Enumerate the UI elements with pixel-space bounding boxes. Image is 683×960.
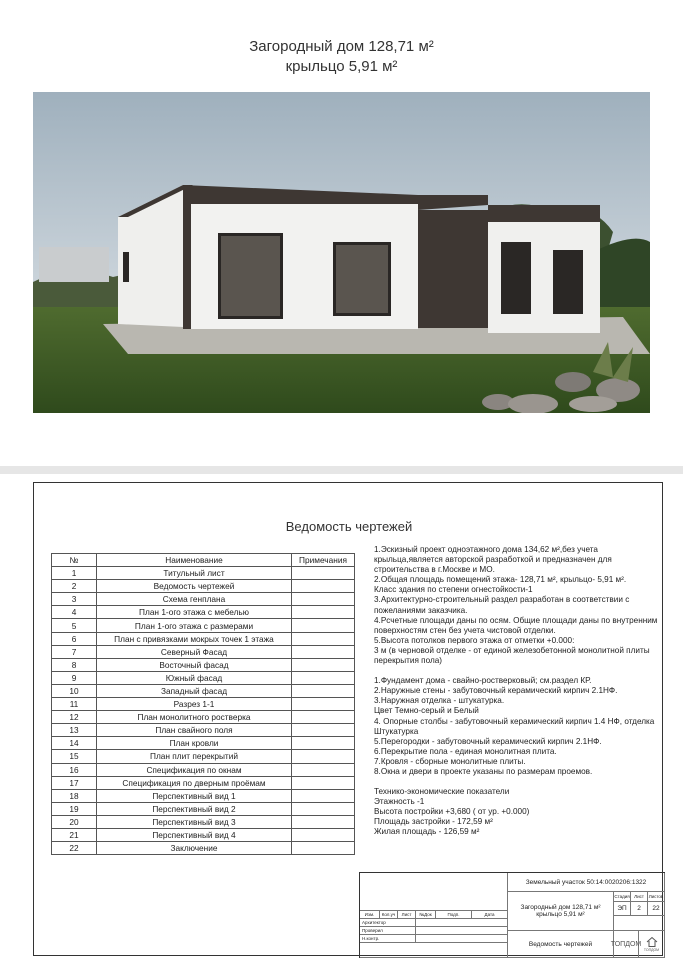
row-notes <box>292 789 355 802</box>
table-body <box>52 567 355 855</box>
col-notes-header: Примечания <box>292 554 355 567</box>
row-number: 3 <box>52 593 97 606</box>
cover-title: Загородный дом 128,71 м² <box>249 38 434 55</box>
stamp-brand: ТОПДОМ <box>614 931 639 958</box>
row-notes <box>292 828 355 841</box>
col-number-header: № <box>52 554 97 567</box>
row-name: Ведомость чертежей <box>97 580 292 593</box>
row-notes <box>292 684 355 697</box>
row-name: План 1-ого этажа с размерами <box>97 619 292 632</box>
row-number: 12 <box>52 711 97 724</box>
stamp-plot: Земельный участок 50:14:0020206:1322 <box>508 873 665 892</box>
row-notes <box>292 776 355 789</box>
stamp-col-ndok: №Док <box>416 911 436 919</box>
company-logo <box>639 931 665 958</box>
row-number: 16 <box>52 763 97 776</box>
table-row <box>52 842 355 855</box>
table-row <box>52 815 355 828</box>
stamp-sign-checker <box>416 927 508 935</box>
stamp-role-normcontrol: Н.контр. <box>360 935 416 943</box>
notes-general <box>374 545 659 666</box>
row-number: 8 <box>52 658 97 671</box>
title-block <box>359 872 665 958</box>
note-line: Цвет Темно-серый и Белый <box>374 706 479 716</box>
row-notes <box>292 580 355 593</box>
note-line: 2.Наружные стены - забутовочный керамический кирпич 2.1НФ. <box>374 686 618 696</box>
row-notes <box>292 671 355 684</box>
row-notes <box>292 619 355 632</box>
note-line: Штукатурка <box>374 726 419 736</box>
stamp-col-kol: Кол.уч <box>380 911 398 919</box>
stamp-doc-title: Ведомость чертежей <box>508 931 614 958</box>
row-notes <box>292 606 355 619</box>
stamp-col-data: Дата <box>472 911 508 919</box>
row-name: Спецификация по окнам <box>97 763 292 776</box>
stamp-sheet-value: 2 <box>631 902 648 916</box>
row-number: 5 <box>52 619 97 632</box>
row-number: 14 <box>52 737 97 750</box>
house-logo-icon <box>646 936 658 948</box>
note-line: 6.Перекрытие пола - единая монолитная плита. <box>374 746 557 756</box>
note-line: Высота постройки +3,680 ( от ур. +0.000) <box>374 807 530 817</box>
table-header-row <box>52 554 355 567</box>
row-number: 11 <box>52 698 97 711</box>
note-line: 7.Кровля - сборные монолитные плиты. <box>374 756 526 766</box>
row-notes <box>292 658 355 671</box>
row-number: 13 <box>52 724 97 737</box>
note-line: Технико-экономические показатели <box>374 787 510 797</box>
table-row <box>52 671 355 684</box>
stamp-project <box>508 892 614 931</box>
table-row <box>52 698 355 711</box>
stamp-sheets-header: Листов <box>648 892 665 902</box>
table-row <box>52 567 355 580</box>
col-name-header: Наименование <box>97 554 292 567</box>
row-number: 1 <box>52 567 97 580</box>
table-row <box>52 645 355 658</box>
table-row <box>52 619 355 632</box>
note-line: Класс здания по степени огнестойкости-1 <box>374 585 533 595</box>
notes-indicators <box>374 787 659 837</box>
row-number: 20 <box>52 815 97 828</box>
note-line: Этажность -1 <box>374 797 425 807</box>
row-name: Перспективный вид 1 <box>97 789 292 802</box>
table-row <box>52 632 355 645</box>
sheet-frame <box>33 482 663 956</box>
note-line: Жилая площадь - 126,59 м² <box>374 827 480 837</box>
row-number: 7 <box>52 645 97 658</box>
row-number: 9 <box>52 671 97 684</box>
row-name: Западный фасад <box>97 684 292 697</box>
stamp-stage-header: Стадия <box>614 892 631 902</box>
table-row <box>52 711 355 724</box>
row-notes <box>292 593 355 606</box>
row-name: План плит перекрытий <box>97 750 292 763</box>
note-line: 4.Рсчетные площади даны по осям. Общие площади даны по внутренним поверхностям стен без учета чистовой отделки. <box>374 615 658 635</box>
table-row <box>52 828 355 841</box>
row-name: План с привязками мокрых точек 1 этажа <box>97 632 292 645</box>
table-row <box>52 789 355 802</box>
row-number: 17 <box>52 776 97 789</box>
row-number: 18 <box>52 789 97 802</box>
stamp-stage-value: ЭП <box>614 902 631 916</box>
row-number: 21 <box>52 828 97 841</box>
row-notes <box>292 632 355 645</box>
note-line: 8.Окна и двери в проекте указаны по размерам проемов. <box>374 766 593 776</box>
row-number: 4 <box>52 606 97 619</box>
row-name: Восточный фасад <box>97 658 292 671</box>
stamp-sign-architect <box>416 919 508 927</box>
row-notes <box>292 737 355 750</box>
stamp-col-izm: Изм. <box>360 911 380 919</box>
row-name: Перспективный вид 3 <box>97 815 292 828</box>
row-name: Схема генплана <box>97 593 292 606</box>
row-name: Северный Фасад <box>97 645 292 658</box>
row-name: Разрез 1-1 <box>97 698 292 711</box>
stamp-col-podp: Подп. <box>436 911 472 919</box>
stamp-blank-top <box>360 873 508 911</box>
project-notes <box>374 545 659 838</box>
row-notes <box>292 645 355 658</box>
row-notes <box>292 724 355 737</box>
row-name: Южный фасад <box>97 671 292 684</box>
row-number: 22 <box>52 842 97 855</box>
cover-subtitle: крыльцо 5,91 м² <box>285 58 398 75</box>
row-notes <box>292 698 355 711</box>
row-name: Заключение <box>97 842 292 855</box>
stamp-sheet-header: Лист <box>631 892 648 902</box>
house-render-image <box>33 92 650 413</box>
row-number: 15 <box>52 750 97 763</box>
row-notes <box>292 763 355 776</box>
stamp-role-architect: Архитектор <box>360 919 416 927</box>
stamp-blank-bottom <box>360 943 508 958</box>
row-name: Титульный лист <box>97 567 292 580</box>
note-line: 1.Эскизный проект одноэтажного дома 134,62 м²,без учета крыльца,является авторской разработкой и предназначен для строительства в г.Москве и МО. <box>374 545 612 575</box>
stamp-blank-right <box>614 916 665 931</box>
row-number: 10 <box>52 684 97 697</box>
note-line: Площадь застройки - 172,59 м² <box>374 817 493 827</box>
note-line: 3.Наружная отделка - штукатурка. <box>374 696 505 706</box>
table-row <box>52 776 355 789</box>
stamp-project-line1: Загородный дом 128,71 м² <box>520 904 601 911</box>
sheet-heading: Ведомость чертежей <box>285 519 413 534</box>
row-number: 19 <box>52 802 97 815</box>
table-row <box>52 606 355 619</box>
stamp-col-list: Лист <box>398 911 416 919</box>
table-row <box>52 658 355 671</box>
table-row <box>52 763 355 776</box>
drawings-table <box>51 553 355 855</box>
stamp-sign-normcontrol <box>416 935 508 943</box>
stamp-project-line2: крыльцо 5,91 м² <box>536 911 585 918</box>
note-line: 2.Общая площадь помещений этажа- 128,71 м², крыльцо- 5,91 м². <box>374 575 627 585</box>
table-row <box>52 750 355 763</box>
row-notes <box>292 711 355 724</box>
stamp-sheets-value: 22 <box>648 902 665 916</box>
drawing-list-sheet <box>0 474 683 960</box>
notes-construction <box>374 676 659 777</box>
table-row <box>52 684 355 697</box>
row-notes <box>292 842 355 855</box>
logo-text: ТОПДОМ <box>643 948 660 952</box>
row-name: План монолитного ростверка <box>97 711 292 724</box>
row-number: 6 <box>52 632 97 645</box>
table-row <box>52 724 355 737</box>
row-notes <box>292 815 355 828</box>
row-notes <box>292 567 355 580</box>
row-name: Перспективный вид 2 <box>97 802 292 815</box>
note-line: 5.Перегородки - забутовочный керамический кирпич 2.1НФ. <box>374 736 602 746</box>
note-line: 3.Архитектурно-строительный раздел разработан в соответствии с пожеланиями заказчика. <box>374 595 630 615</box>
table-row <box>52 593 355 606</box>
row-name: Перспективный вид 4 <box>97 828 292 841</box>
table-row <box>52 737 355 750</box>
row-name: План 1-ого этажа с мебелью <box>97 606 292 619</box>
note-line: 1.Фундамент дома - свайно-ростверковый; см.раздел КР. <box>374 676 592 686</box>
table-row <box>52 580 355 593</box>
row-name: План свайного поля <box>97 724 292 737</box>
row-name: Спецификация по дверным проёмам <box>97 776 292 789</box>
table-row <box>52 802 355 815</box>
note-line: 5.Высота потолков первого этажа от отметки +0.000: <box>374 635 575 645</box>
cover-sheet <box>0 0 683 466</box>
row-number: 2 <box>52 580 97 593</box>
row-notes <box>292 802 355 815</box>
note-line: 3 м (в черновой отделке - от единой железобетонной монолитной плиты перекрытия пола) <box>374 645 650 666</box>
note-line: 4. Опорные столбы - забутовочный керамический кирпич 1.4 НФ, отделка <box>374 716 655 726</box>
row-notes <box>292 750 355 763</box>
row-name: План кровли <box>97 737 292 750</box>
stamp-role-checker: Проверил <box>360 927 416 935</box>
